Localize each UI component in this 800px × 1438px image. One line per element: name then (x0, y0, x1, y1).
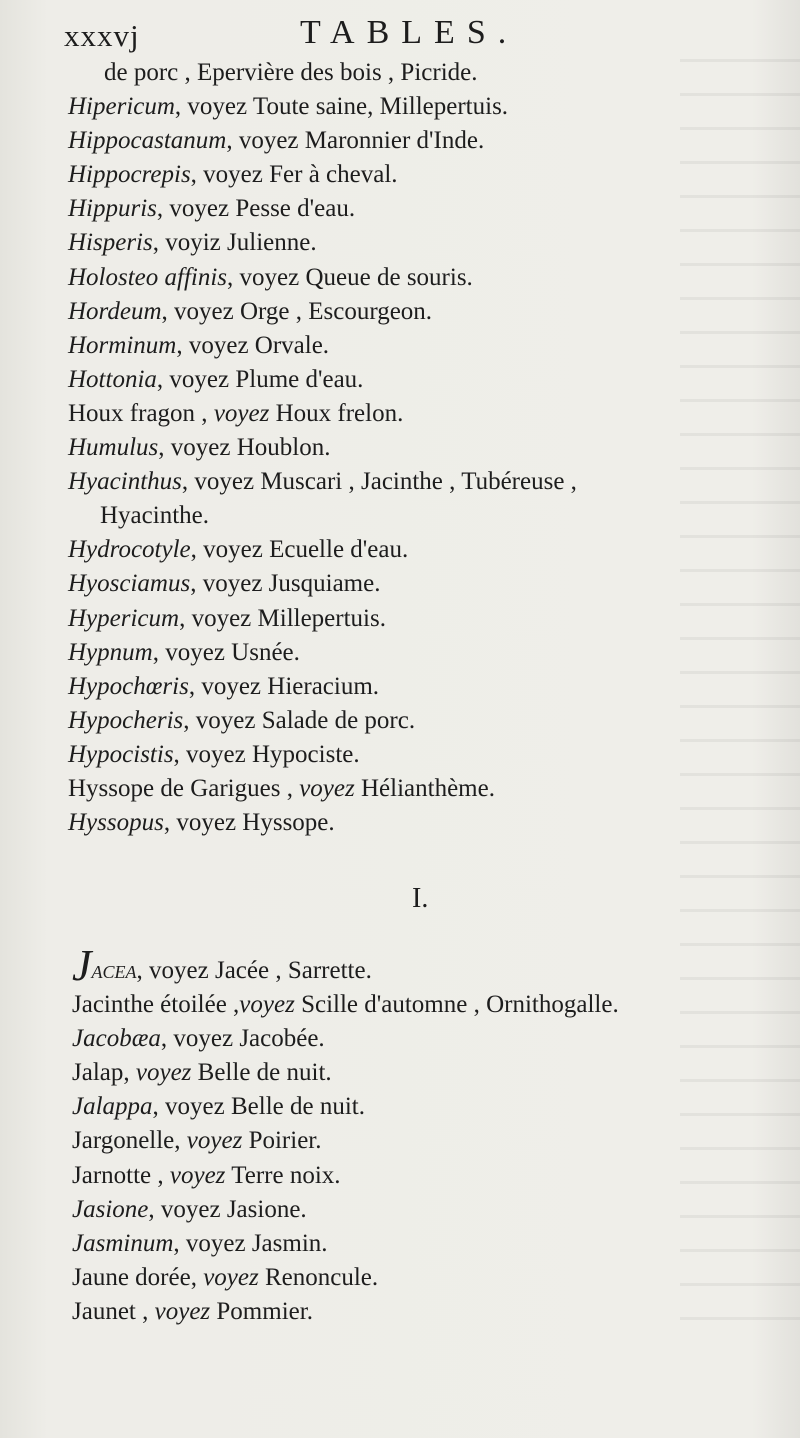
drop-cap: J (72, 941, 92, 990)
index-entry (68, 670, 778, 704)
entry-reference: Pommier. (210, 1297, 313, 1325)
index-entry (68, 124, 778, 158)
entry-term: Hyacinthus (68, 468, 182, 496)
entry-reference: , voyez Salade de porc. (183, 706, 416, 734)
entry-term: Hipericum (68, 93, 175, 121)
entry-term: Hottonia (68, 365, 157, 393)
index-entry (68, 295, 778, 329)
index-entry (68, 397, 778, 431)
entry-term: Holosteo affinis (68, 263, 228, 291)
index-entry-continuation: de porc , Epervière des bois , Picride. (104, 59, 478, 86)
voyez-word: voyez (299, 774, 355, 802)
section-heading: I. (412, 883, 429, 914)
entry-term: Hordeum (68, 297, 162, 325)
entry-term: Hypocistis (68, 740, 174, 768)
entry-term: Jalap, (72, 1059, 136, 1087)
index-entry (68, 602, 778, 636)
entry-term: Jalappa (72, 1093, 153, 1121)
j-index-list (72, 941, 782, 1329)
index-entry (68, 806, 778, 840)
entry-reference: , voyiz Julienne. (152, 229, 317, 257)
entry-reference: Terre noix. (225, 1161, 341, 1189)
entry-reference: , voyez Ecuelle d'eau. (190, 536, 409, 564)
entry-reference: , voyez Jasione. (148, 1195, 307, 1223)
entry-reference: , voyez Jacobée. (160, 1025, 325, 1053)
entry-reference: Hélianthème. (354, 774, 495, 802)
index-entry (68, 329, 778, 363)
voyez-word: voyez (154, 1297, 211, 1325)
entry-term: Jargonelle, (72, 1127, 187, 1155)
index-entry (72, 1090, 782, 1124)
entry-term: Hydrocotyle (68, 536, 191, 564)
index-entry (68, 567, 778, 601)
voyez-word: voyez (213, 399, 270, 427)
entry-reference: , voyez Houblon. (158, 434, 331, 462)
index-entry (68, 363, 778, 397)
entry-term: Hypocheris (68, 706, 184, 734)
entry-term: Hippuris (68, 195, 157, 223)
entry-reference: , voyez Plume d'eau. (156, 365, 364, 393)
index-entry (72, 1295, 782, 1329)
entry-reference: Poirier. (242, 1127, 322, 1155)
entry-reference: , voyez Muscari , Jacinthe , Tubéreuse , (181, 468, 577, 496)
entry-term: Hippocrepis (68, 161, 191, 189)
entry-reference: , voyez Jacée , Sarrette. (136, 957, 372, 984)
entry-term: Jarnotte , (72, 1161, 170, 1189)
entry-term: Jasminum (72, 1229, 174, 1257)
page-number: xxxvj (64, 18, 140, 53)
index-entry (72, 1159, 782, 1193)
index-entry (68, 261, 778, 295)
entry-reference: Scille d'automne , Ornithogalle. (294, 991, 619, 1019)
index-entry (68, 636, 778, 670)
entry-reference: , voyez Orge , Escourgeon. (161, 297, 433, 325)
index-entry (68, 192, 778, 226)
index-entry (72, 1193, 782, 1227)
entry-reference: , voyez Jasmin. (173, 1229, 328, 1257)
h-index-list (68, 56, 778, 840)
entry-reference: , voyez Millepertuis. (179, 604, 386, 632)
entry-term: Jaunet , (72, 1297, 155, 1325)
index-entry (72, 1056, 782, 1090)
entry-term: Hisperis (68, 229, 153, 257)
entry-term: Jaune dorée, (72, 1263, 204, 1291)
voyez-word: voyez (135, 1059, 192, 1087)
entry-reference: , voyez Belle de nuit. (152, 1093, 365, 1121)
entry-reference: , voyez Hyssope. (163, 809, 335, 837)
entry-term: Houx fragon , (68, 399, 214, 427)
entry-reference: , voyez Jusquiame. (190, 570, 381, 598)
entry-term: Hyssopus (68, 809, 164, 837)
index-entry (72, 988, 782, 1022)
entry-reference: , voyez Hypociste. (173, 740, 360, 768)
entry-reference: , voyez Queue de souris. (227, 263, 473, 291)
index-entry (68, 431, 778, 465)
voyez-word: voyez (203, 1263, 259, 1291)
index-entry (72, 941, 782, 990)
index-entry (72, 1124, 782, 1158)
page-header (64, 12, 764, 58)
index-entry (68, 226, 778, 260)
index-entry (68, 738, 778, 772)
index-entry (68, 772, 778, 806)
entry-term: Hyosciamus (68, 570, 191, 598)
index-entry (72, 1022, 782, 1056)
entry-term: Hyssope de Garigues , (68, 774, 300, 802)
entry-term: Hypnum (68, 638, 153, 666)
entry-reference: Renoncule. (258, 1263, 379, 1291)
entry-term: Hypochœris (68, 672, 189, 700)
index-entry (68, 533, 778, 567)
entry-term: Hippocastanum (68, 127, 227, 155)
entry-term: Horminum (68, 331, 177, 359)
entry-reference: , voyez Pesse d'eau. (156, 195, 356, 223)
running-title: TABLES. (300, 14, 519, 51)
index-entry (72, 1227, 782, 1261)
entry-term: Jacinthe étoilée , (72, 991, 240, 1019)
entry-reference: , voyez Toute saine, Millepertuis. (174, 93, 509, 121)
entry-reference: , voyez Hieracium. (188, 672, 380, 700)
entry-reference: , voyez Maronnier d'Inde. (226, 127, 485, 155)
entry-term: acea (91, 957, 137, 984)
entry-reference: , voyez Fer à cheval. (190, 161, 398, 189)
entry-reference: , voyez Orvale. (176, 331, 330, 359)
index-entry (68, 465, 778, 499)
voyez-word: voyez (186, 1127, 243, 1155)
entry-reference: Belle de nuit. (191, 1059, 332, 1087)
voyez-word: voyez (239, 991, 295, 1019)
index-entry (68, 704, 778, 738)
index-entry (68, 158, 778, 192)
entry-reference: , voyez Usnée. (152, 638, 300, 666)
index-entry (68, 90, 778, 124)
entry-term: Humulus (68, 434, 159, 462)
voyez-word: voyez (169, 1161, 226, 1189)
entry-reference: Houx frelon. (269, 399, 404, 427)
index-entry-continuation: Hyacinthe. (100, 502, 209, 530)
entry-term: Hypericum (68, 604, 180, 632)
entry-term: Jasione (72, 1195, 149, 1223)
index-entry (72, 1261, 782, 1295)
entry-term: Jacobæa (72, 1025, 161, 1053)
